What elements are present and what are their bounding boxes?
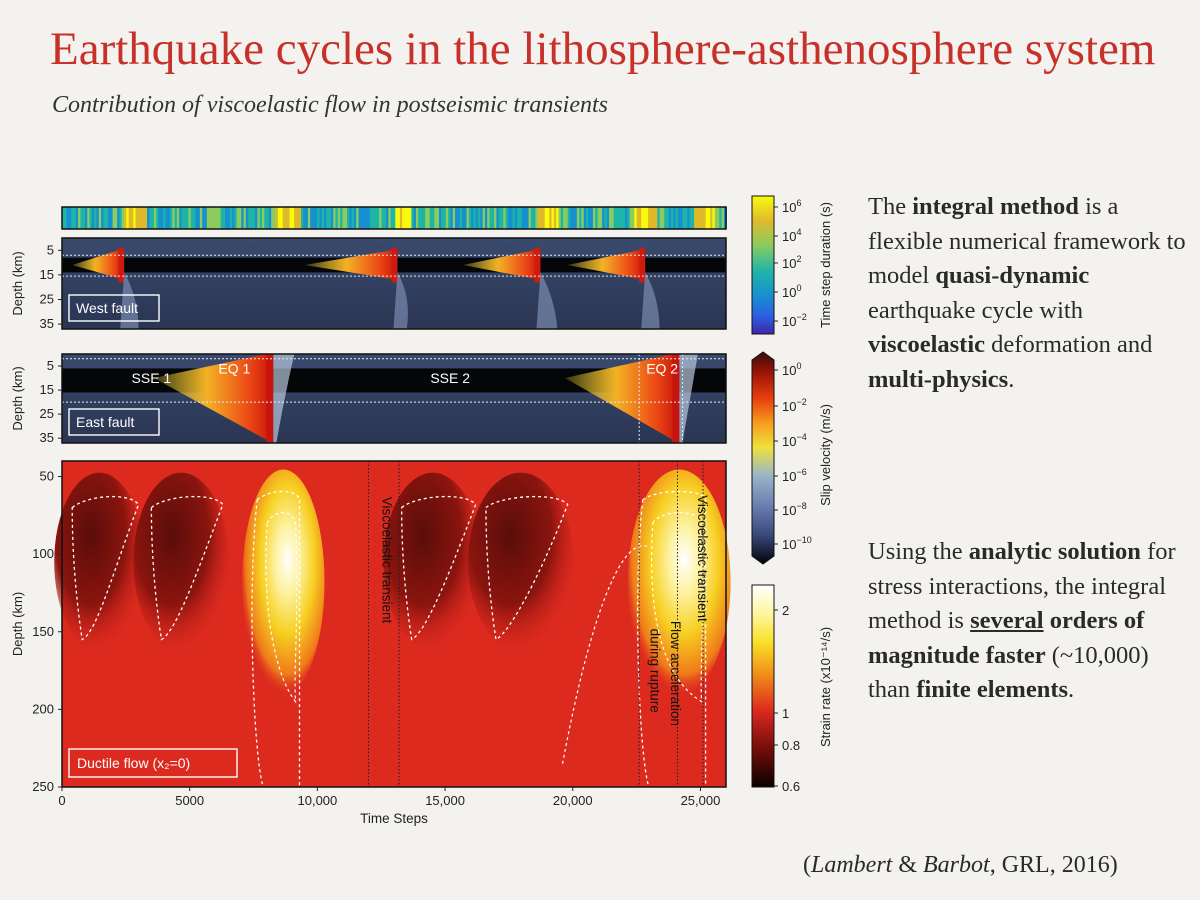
rupture-front: [118, 248, 124, 282]
colorbar-tick-label: $10^{-2}$: [782, 397, 807, 414]
colorbar-label: Time step duration (s): [818, 202, 833, 328]
panel-label: East fault: [76, 414, 135, 430]
y-tick-label: 15: [39, 382, 54, 398]
strain-plume-high: [242, 470, 324, 695]
colorbar-slip: [752, 352, 774, 564]
colorbars: [752, 196, 833, 794]
colorbar-tick-label: $10^0$: [782, 361, 802, 378]
y-tick-label: 50: [39, 468, 54, 484]
description-analytic-solution: [868, 535, 1188, 708]
text-segment: .: [1068, 676, 1075, 703]
ductile-flow-panel: [10, 461, 731, 826]
text-segment: .: [1008, 365, 1015, 393]
colorbar-timestep: [752, 196, 774, 334]
description-integral-method: [868, 190, 1188, 397]
rupture-front: [266, 354, 273, 443]
event-label: EQ 2: [646, 360, 679, 377]
y-tick-label: 100: [32, 546, 54, 562]
y-tick-label: 35: [39, 316, 54, 332]
colorbar-tick-label: 2: [782, 603, 790, 618]
text-segment: Lambert: [811, 852, 893, 878]
text-segment: multi-physics: [868, 365, 1009, 393]
colorbar-tick-label: $10^{-4}$: [782, 432, 807, 449]
rupture-front: [534, 248, 540, 282]
colorbar-tick-label: $10^{-8}$: [782, 501, 807, 518]
x-tick-label: 20,000: [552, 793, 593, 808]
y-tick-label: 200: [32, 701, 54, 717]
east-fault-panel: [10, 354, 726, 445]
annotation: Flow acceleration: [668, 620, 684, 726]
slide-subtitle: Contribution of viscoelastic flow in postseismic transients: [52, 92, 608, 118]
y-tick-label: 5: [46, 242, 54, 258]
y-axis-label: Depth (km): [10, 591, 25, 657]
y-tick-label: 25: [39, 406, 54, 422]
text-segment: Using the: [868, 538, 969, 565]
text-segment: orders of magnitude faster: [868, 607, 1145, 669]
colorbar-tick-label: $10^{-6}$: [782, 467, 807, 484]
text-segment: analytic solution: [968, 538, 1141, 565]
text-segment: , GRL, 2016): [989, 852, 1118, 878]
text-segment: for stress interactions, the integral method is: [868, 538, 1176, 634]
y-tick-label: 25: [39, 291, 54, 307]
colorbar-tick-label: $10^{-2}$: [782, 312, 807, 329]
colorbar-tick-label: 1: [782, 706, 790, 721]
colorbar-tick-label: $10^0$: [782, 283, 802, 300]
text-segment: The: [868, 193, 913, 220]
text-segment: earthquake cycle with: [868, 296, 1083, 324]
annotation: during rupture: [647, 628, 663, 713]
colorbar-tick-label: $10^6$: [782, 198, 802, 215]
y-tick-label: 15: [39, 266, 54, 282]
panel-label: West fault: [76, 300, 138, 316]
colorbar-strain: [752, 585, 774, 787]
x-tick-label: 0: [58, 793, 66, 808]
west-fault-panel: [10, 238, 726, 331]
y-tick-label: 250: [32, 779, 54, 794]
text-segment: integral method: [912, 193, 1079, 220]
x-tick-label: 15,000: [425, 793, 465, 808]
colorbar-tick-label: $10^4$: [782, 227, 802, 244]
text-segment: several: [970, 607, 1044, 634]
colorbar-tick-label: 0.6: [782, 779, 801, 794]
text-segment: (~10,000) than: [868, 641, 1149, 703]
text-segment: quasi-dynamic: [935, 262, 1090, 289]
colorbar-label: Slip velocity (m/s): [818, 404, 833, 506]
x-tick-label: 10,000: [297, 793, 338, 808]
event-label: SSE 1: [131, 370, 172, 387]
text-segment: &: [892, 852, 924, 878]
annotation: Viscoelastic transient: [379, 496, 395, 624]
colorbar-tick-label: 0.8: [782, 738, 801, 753]
x-tick-label: 5000: [175, 793, 205, 808]
colorbar-tick-label: $10^2$: [782, 254, 802, 271]
timestep-strip: [62, 207, 727, 229]
x-axis-label: Time Steps: [360, 811, 428, 826]
panel-label: Ductile flow (x₂=0): [77, 755, 191, 771]
colorbar-label: Strain rate (x10⁻¹⁴/s): [818, 626, 833, 748]
text-segment: Barbot: [923, 852, 990, 878]
slide-title: Earthquake cycles in the lithosphere-asthenosphere system: [50, 23, 1156, 75]
text-segment: finite elements: [916, 676, 1069, 703]
colorbar-tick-label: $10^{-10}$: [782, 535, 812, 552]
y-tick-label: 5: [46, 358, 54, 374]
annotation: Viscoelastic transient: [694, 495, 710, 622]
y-axis-label: Depth (km): [10, 251, 25, 316]
rupture-front: [639, 248, 645, 282]
text-segment: deformation and: [985, 331, 1153, 358]
event-label: SSE 2: [430, 370, 471, 387]
text-segment: (: [803, 852, 811, 878]
x-tick-label: 25,000: [680, 793, 721, 808]
y-tick-label: 150: [32, 623, 54, 639]
event-label: EQ 1: [218, 360, 251, 377]
rupture-front: [391, 248, 397, 282]
text-segment: viscoelastic: [868, 331, 986, 358]
text-segment: is a flexible numerical framework to model: [868, 193, 1186, 289]
citation: [803, 852, 1118, 879]
strain-plume-low: [133, 473, 229, 652]
y-tick-label: 35: [39, 430, 54, 446]
y-axis-label: Depth (km): [10, 366, 25, 431]
